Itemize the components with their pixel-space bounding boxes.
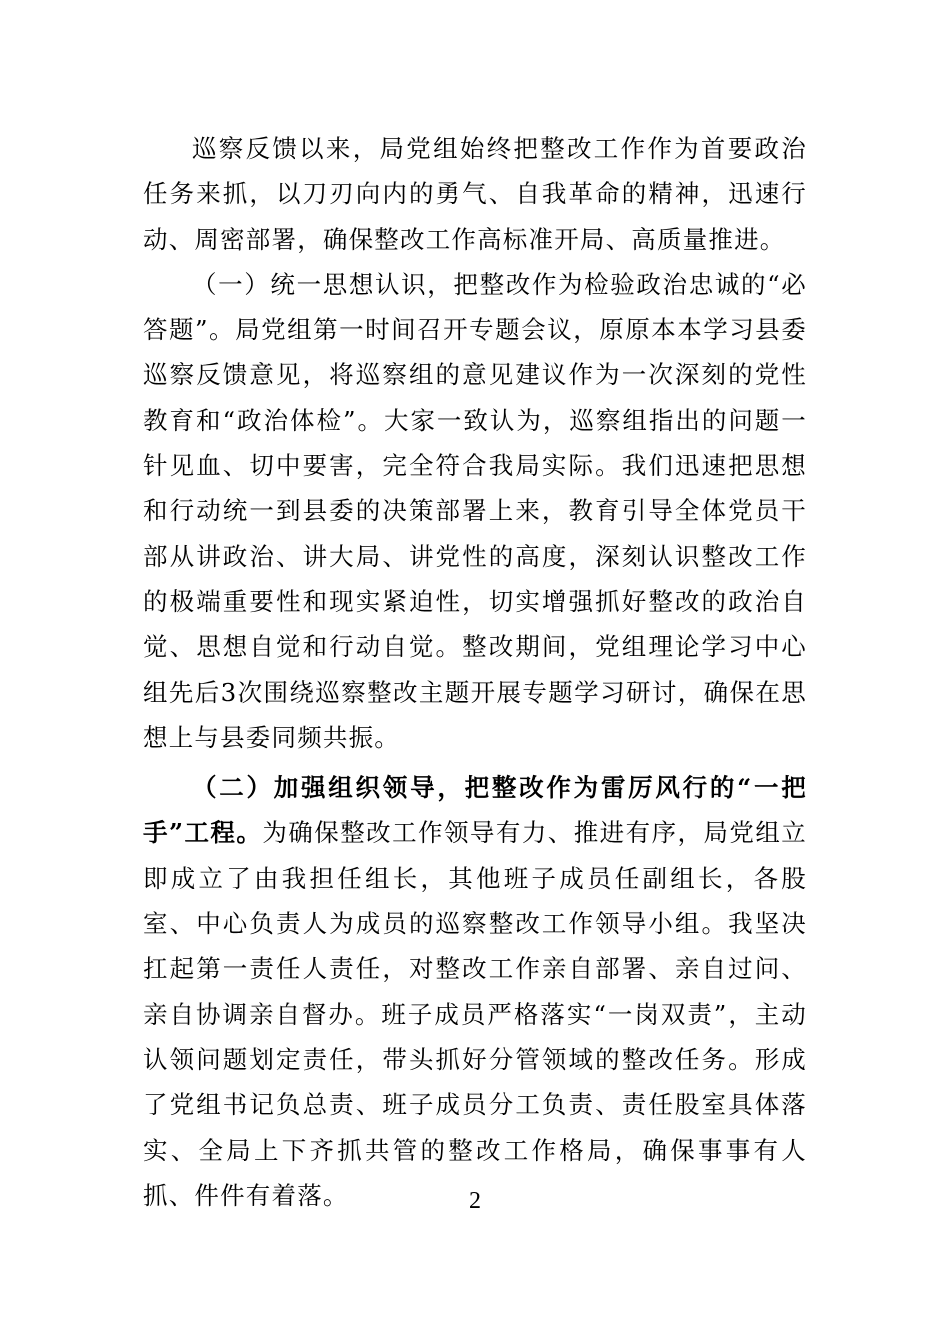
section-2-paragraph (143, 765, 807, 1218)
section-1-heading: （一）统一思想认识，把整改作为检验政治忠诚的“必答题”。 (143, 269, 807, 345)
document-page (143, 126, 807, 1218)
section-1-body: 局党组第一时间召开专题会议，原原本本学习县委巡察反馈意见，将巡察组的意见建议作为一次深刻的党性教育和“政治体检”。大家一致认为，巡察组指出的问题一针见血、切中要害，完全符合我局实际。我们迅速把思想和行动统一到县委的决策部署上来，教育引导全体党员干部从讲政治、讲大局、讲党性的高度，深刻认识整改工作的极端重要性和现实紧迫性，切实增强抓好整改的政治自觉、思想自觉和行动自觉。整改期间，党组理论学习中心组先后3次围绕巡察整改主题开展专题学习研讨，确保在思想上与县委同频共振。 (143, 315, 807, 752)
page-number: 2 (469, 1188, 481, 1214)
section-1-paragraph (143, 262, 807, 760)
intro-paragraph: 巡察反馈以来，局党组始终把整改工作作为首要政治任务来抓，以刀刃向内的勇气、自我革命的精神，迅速行动、周密部署，确保整改工作高标准开局、高质量推进。 (143, 134, 807, 254)
section-2-body: 为确保整改工作领导有力、推进有序，局党组立即成立了由我担任组长，其他班子成员任副组长，各股室、中心负责人为成员的巡察整改工作领导小组。我坚决扛起第一责任人责任，对整改工作亲自部署、亲自过问、亲自协调亲自督办。班子成员严格落实“一岗双责”，主动认领问题划定责任，带头抓好分管领域的整改任务。形成了党组书记负总责、班子成员分工负责、责任股室具体落实、全局上下齐抓共管的整改工作格局，确保事事有人抓、件件有着落。 (143, 818, 808, 1210)
section-2-heading: （二）加强组织领导，把整改作为雷厉风行的“一把手”工程。 (143, 773, 807, 848)
